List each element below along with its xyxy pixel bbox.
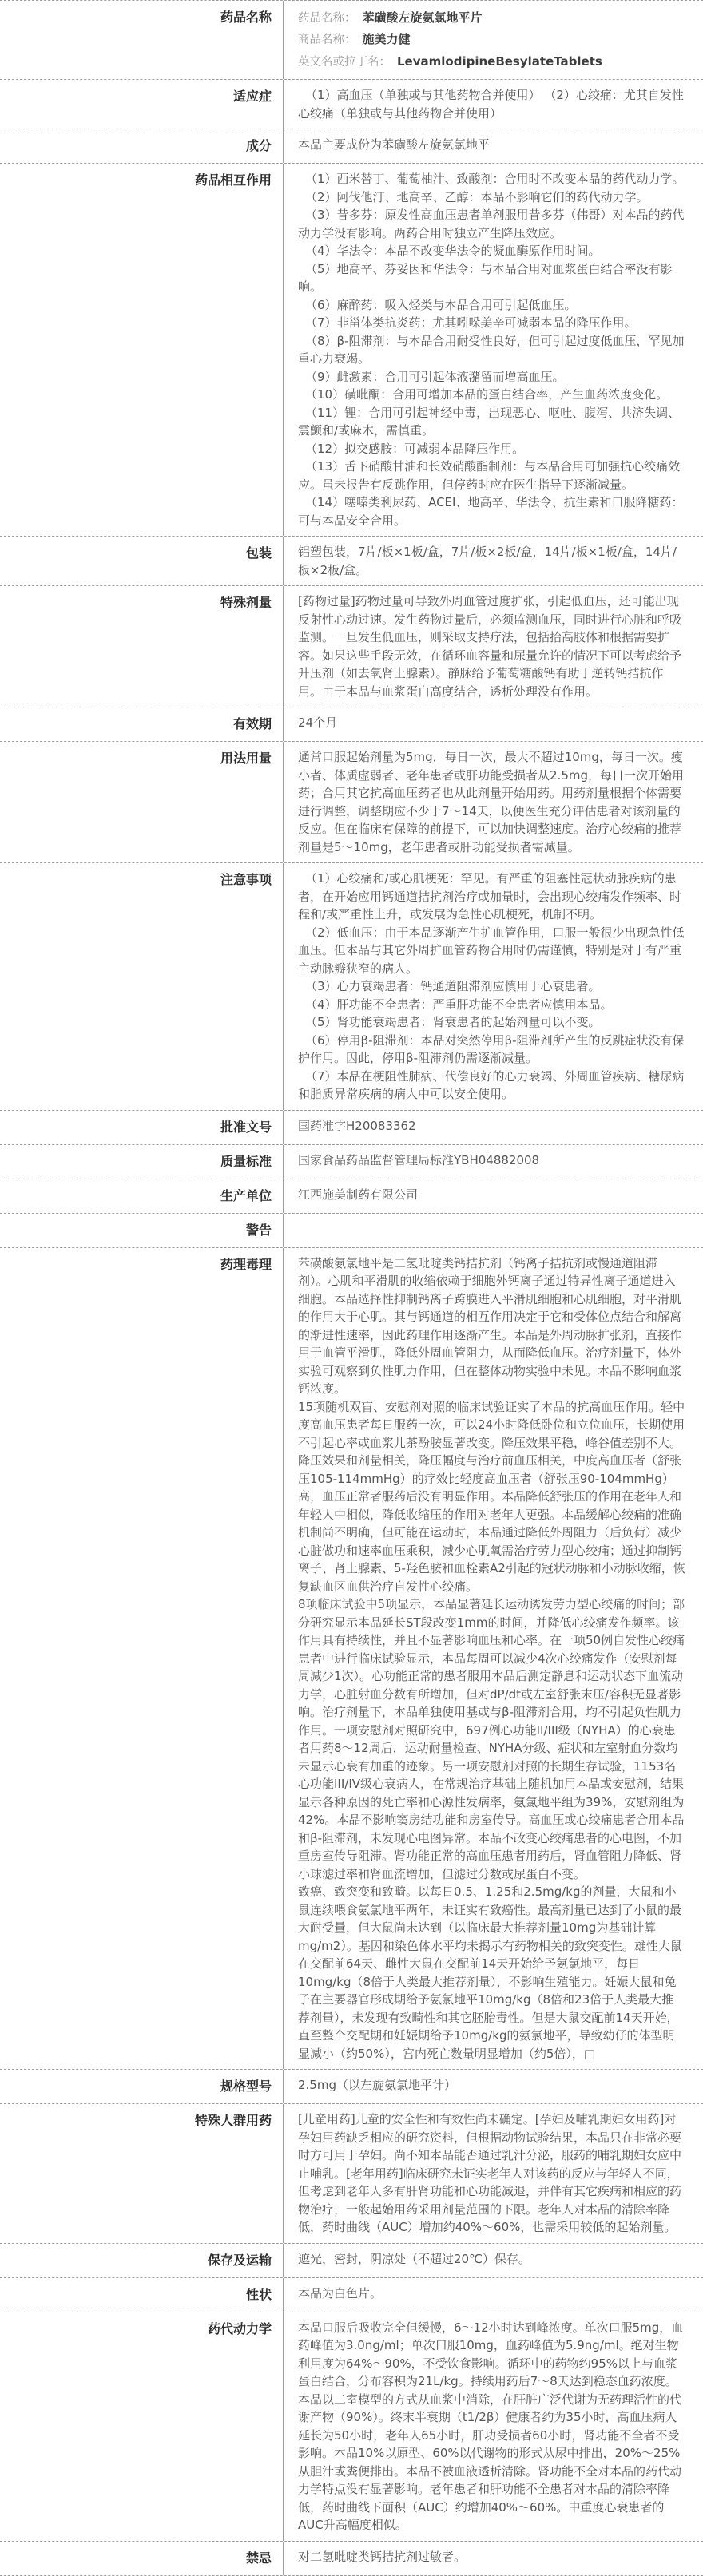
- row-label: 特殊剂量: [0, 586, 284, 707]
- row-content: [284, 1248, 703, 2070]
- table-row: [0, 1179, 703, 1214]
- row-content: [284, 742, 703, 862]
- paragraph: （9）雌激素：合用可引起体液潴留而增高血压。: [305, 369, 565, 384]
- row-label: 成分: [0, 129, 284, 163]
- paragraph: （7）本品在梗阻性肺病、代偿良好的心力衰竭、外周血管疾病、糖尿病和脂质异常疾病的病人中可以安全使用。: [298, 1068, 685, 1102]
- paragraph: （1）西米替丁、葡萄柚汁、致酸剂：合用时不改变本品的药代动力学。: [305, 172, 685, 187]
- paragraph: （4）华法令：本品不改变华法令的凝血酶原作用时间。: [305, 244, 601, 259]
- table-row: [0, 1, 703, 80]
- row-label: 质量标准: [0, 1145, 284, 1179]
- row-label: 药理毒理: [0, 1248, 284, 2070]
- table-row: [0, 1145, 703, 1179]
- row-label: 规格型号: [0, 2070, 284, 2103]
- paragraph: （5）肾功能衰竭患者：肾衰患者的起始剂量可以不变。: [305, 1015, 601, 1030]
- paragraph: （13）舌下硝酸甘油和长效硝酸酯制剂：与本品合用可加强抗心绞痛效应。虽未报告有反跳作用，但停药时应在医生指导下逐渐减量。: [298, 459, 681, 492]
- table-row: [0, 707, 703, 742]
- paragraph: 24个月: [298, 715, 338, 731]
- field-line: [298, 7, 685, 29]
- row-label: 药品相互作用: [0, 164, 284, 536]
- row-label: 包装: [0, 537, 284, 585]
- field-line: [298, 51, 685, 73]
- paragraph: 8项临床试验中5项显示，本品显著延长运动诱发劳力型心绞痛的时间；部分研究显示本品延长ST段改变1mm的时间，并降低心绞痛发作频率。该作用具有持续性，并且不显著影响血压和心率。在一项50例自发性心绞痛患者中进行临床试验显示，本品每周可以减少4次心绞痛发作（安慰剂每周减少1次）。心功能正常的患者服用本品后测定静息和运动状态下血流动力学，心脏射血分数有所增加，但对dP/dt或左室舒张末压/容积无显著影响。治疗剂量下，本品单独使用基或与β-阻滞剂合用，均不引起负性肌力作用。一项安慰剂对照研究中，697例心功能II/III级（NYHA）的心衰患者用药8～12周后，运动耐量检查、NYHA分级、症状和左室射血分数均未显示心衰有加重的迹象。另一项安慰剂对照的长期生存试验，1153名心功能III/IV级心衰病人，在常规治疗基础上随机加用本品或安慰剂，结果显示各种原因的死亡率和心源性发病率，氨氯地平组为39%，安慰剂组为42%。本品不影响窦房结功能和房室传导。高血压或心绞痛患者合用本品和β-阻滞剂，未发现心电图异常。本品不改变心绞痛患者的心电图，不加重房室传导阻滞。肾功能正常的高血压患者用药后，肾血管阻力降低、肾小球滤过率和肾血流增加，但滤过分数或尿蛋白不变。: [298, 1597, 685, 1881]
- row-content: [284, 1145, 703, 1179]
- row-content: [284, 1111, 703, 1144]
- field-value: LevamlodipineBesylateTablets: [397, 54, 602, 69]
- table-row: [0, 2244, 703, 2278]
- row-content: [284, 707, 703, 741]
- table-row: [0, 1111, 703, 1145]
- table-row: [0, 164, 703, 537]
- field-line: [298, 29, 685, 50]
- row-label: 禁忌: [0, 2542, 284, 2575]
- row-label: 有效期: [0, 707, 284, 741]
- paragraph: （6）停用β-阻滞剂：本品对突然停用β-阻滞剂所产生的反跳症状没有保护作用。因此，停用β-阻滞剂仍需逐渐减量。: [298, 1032, 685, 1066]
- paragraph: [儿童用药]儿童的安全性和有效性尚未确定。[孕妇及哺乳期妇女用药]对孕妇用药缺乏相应的研究资料，但根据动物试验结果，本品只在非常必要时方可用于孕妇。尚不知本品能否通过乳汁分泌，服药的哺乳期妇女应中止哺乳。[老年用药]临床研究未证实老年人对该药的反应与年轻人不同，但考虑到老年人多有肝肾功能和心功能减退，并伴有其它疾病和相应的药物治疗，一般起始用药采用剂量范围的下限。老年人对本品的清除率降低，药时曲线（AUC）增加约40%～60%，也需采用较低的起始剂量。: [298, 2112, 682, 2235]
- paragraph: 本品为白色片。: [298, 2285, 383, 2301]
- row-content: [284, 2542, 703, 2575]
- table-row: [0, 742, 703, 863]
- field-value: 苯磺酸左旋氨氯地平片: [362, 10, 483, 25]
- row-content: [284, 2312, 703, 2541]
- paragraph: （14）噻嗪类利尿药、ACEI、地高辛、华法令、抗生素和口服降糖药：可与本品安全合用。: [298, 495, 684, 528]
- field-key: 商品名称：: [298, 34, 356, 47]
- row-label: 适应症: [0, 80, 284, 129]
- paragraph: （8）β-阻滞剂：与本品合用耐受性良好，但可引起过度低血压，罕见加重心力衰竭。: [298, 333, 685, 367]
- row-content: [284, 863, 703, 1110]
- row-content: [284, 1, 703, 79]
- paragraph: 遮光，密封，阴凉处（不超过20℃）保存。: [298, 2251, 530, 2266]
- paragraph: （3）昔多芬：原发性高血压患者单剂服用昔多芬（伟哥）对本品的药代动力学没有影响。两药合用时独立产生降压效应。: [298, 208, 685, 240]
- paragraph: （1）心绞痛和/或心肌梗死：罕见。有严重的阻塞性冠状动脉疾病的患者，在开始应用钙通道拮抗剂治疗或加量时，会出现心绞痛发作频率、时程和/或严重性上升，或发展为急性心肌梗死，机制不明。: [298, 871, 682, 922]
- paragraph: （2）阿伐他汀、地高辛、乙醇：本品不影响它们的药代动力学。: [305, 189, 649, 204]
- paragraph: （5）地高辛、芬妥因和华法令：与本品合用对血浆蛋白结合率没有影响。: [298, 261, 673, 295]
- paragraph: 致癌、致突变和致畸。以每日0.5、1.25和2.5mg/kg的剂量，大鼠和小鼠连续喂食氨氯地平两年，未证实有致癌性。最高剂量已达到了小鼠的最大耐受量，但大鼠尚未达到（以临床最大推荐剂量10mg为基础计算mg/m2）。基因和染色体水平均未揭示有药物相关的致突变性。雄性大鼠在交配前64天、雌性大鼠在交配前14天开始给予氨氯地平，每日10mg/kg（8倍于人类最大推荐剂量），不影响生殖能力。妊娠大鼠和兔子在主要器官形成期给予氨氯地平10mg/kg（8倍和23倍于人类最大推荐剂量），未发现有致畸性和其它胚胎毒性。但是大鼠交配前14天开始，直至整个交配期和妊娠期给予10mg/kg的氨氯地平，导致幼仔的体型明显减小（约50%），宫内死亡数量明显增加（约5倍），□: [298, 1884, 682, 2061]
- paragraph: （7）非甾体类抗炎药：尤其吲哚美辛可减弱本品的降压作用。: [305, 315, 637, 331]
- paragraph: 本品主要成份为苯磺酸左旋氨氯地平: [298, 137, 491, 153]
- paragraph: 2.5mg（以左旋氨氯地平计）: [298, 2078, 456, 2093]
- row-label: 特殊人群用药: [0, 2104, 284, 2243]
- table-row: [0, 2070, 703, 2104]
- table-row: [0, 80, 703, 129]
- table-row: [0, 2104, 703, 2244]
- row-label: 药品名称: [0, 1, 284, 79]
- row-label: 生产单位: [0, 1179, 284, 1213]
- table-row: [0, 129, 703, 164]
- row-content: [284, 129, 703, 163]
- paragraph: （3）心力衰竭患者：钙通道阻滞剂应慎用于心衰患者。: [305, 979, 601, 994]
- paragraph: 15项随机双盲、安慰剂对照的临床试验证实了本品的抗高血压作用。轻中度高血压患者每日服药一次，可以24小时降低卧位和立位血压，长期使用不引起心率或血浆儿茶酚胺显著改变。降压效果平稳，峰谷值差别不大。降压效果和剂量相关，降压幅度与治疗前血压相关，中度高血压者（舒张压105-114mmHg）的疗效比轻度高血压者（舒张压90-104mmHg）高，血压正常者服药后没有明显作用。本品降低舒张压的作用在老年人和年轻人中相似，降低收缩压的作用对老年人更强。本品缓解心绞痛的准确机制尚不明确，但可能在运动时，本品通过降低外周阻力（后负荷）减少心脏做功和速率血压乘积，减少心肌氧需治疗劳力型心绞痛；通过抑制钙离子、肾上腺素、5-羟色胺和血栓素A2引起的冠状动脉和小动脉收缩，恢复缺血区血供治疗自发性心绞痛。: [298, 1399, 685, 1594]
- row-label: 用法用量: [0, 742, 284, 862]
- row-label: 药代动力学: [0, 2312, 284, 2541]
- paragraph: （6）麻醉药：吸入烃类与本品合用可引起低血压。: [305, 297, 577, 312]
- paragraph: 对二氢吡啶类钙拮抗剂过敏者。: [298, 2549, 467, 2564]
- table-row: [0, 1214, 703, 1248]
- paragraph: 铝塑包装，7片/板×1板/盒，7片/板×2板/盒，14片/板×1板/盒，14片/板×2板/盒。: [298, 545, 677, 577]
- row-content: [284, 1214, 703, 1247]
- paragraph: 本品口服后吸收完全但缓慢，6～12小时达到峰浓度。单次口服5mg，血药峰值为3.0ng/ml；单次口服10mg，血药峰值为5.9ng/ml。绝对生物利用度为64%～90%，不受饮食影响。循环中的药物约95%以上与血浆蛋白结合，分布容积为21L/kg。持续用药后7～8天达到稳态血药浓度。本品以二室模型的方式从血浆中消除，在肝脏广泛代谢为无药理活性的代谢产物（90%）。终末半衰期（t1/2β）健康者约为35小时，高血压病人延长为50小时，老年人65小时，肝功受损者60小时，肾功能不全者不受影响。本品10%以原型、60%以代谢物的形式从尿中排出，20%～25%从胆汁或粪便排出。本品不被血液透析清除。肾功能不全对本品的药代动力学特点没有显著影响。老年患者和肝功能不全患者对本品的清除率降低，药时曲线下面积（AUC）约增加40%～60%。中重度心衰患者的AUC升高幅度相似。: [298, 2320, 684, 2533]
- table-row: [0, 2278, 703, 2312]
- paragraph: （12）拟交感胺：可减弱本品降压作用。: [305, 441, 525, 456]
- paragraph: [药物过量]药物过量可导致外周血管过度扩张，引起低血压，还可能出现反射性心动过速。发生药物过量后，必须监测血压，同时进行心脏和呼吸监测。一旦发生低血压，则采取支持疗法，包括抬高肢体和根据需要扩容。如果这些手段无效，在循环血容量和尿量允许的情况下可以考虑给予升压剂（如去氧肾上腺素）。静脉给予葡萄糖酸钙有助于逆转钙拮抗作用。由于本品与血浆蛋白高度结合，透析处理没有作用。: [298, 594, 682, 699]
- row-content: [284, 80, 703, 129]
- paragraph: （4）肝功能不全患者：严重肝功能不全患者应慎用本品。: [305, 997, 613, 1012]
- paragraph: （10）磺吡酮：合用可增加本品的蛋白结合率，产生血药浓度变化。: [305, 387, 669, 402]
- row-label: 保存及运输: [0, 2244, 284, 2277]
- row-label: 警告: [0, 1214, 284, 1247]
- paragraph: （11）锂：合用可引起神经中毒，出现恶心、呕吐、腹泻、共济失调、震颤和/或麻木，需慎重。: [298, 405, 681, 438]
- paragraph: 苯磺酸氨氯地平是二氢吡啶类钙拮抗剂（钙离子拮抗剂或慢通道阻滞剂）。心肌和平滑肌的收缩依赖于细胞外钙离子通过特异性离子通道进入细胞。本品选择性抑制钙离子跨膜进入平滑肌细胞和心肌细胞，对平滑肌的作用大于心肌。其与钙通道的相互作用决定于它和受体位点结合和解离的渐进性速率，因此药理作用逐渐产生。本品是外周动脉扩张剂，直接作用于血管平滑肌，降低外周血管阻力，从而降低血压。治疗剂量下，体外实验可观察到负性肌力作用，但在整体动物实验中未见。本品不影响血浆钙浓度。: [298, 1255, 682, 1397]
- row-content: [284, 164, 703, 536]
- field-key: 药品名称：: [298, 12, 356, 25]
- table-row: [0, 537, 703, 586]
- table-row: [0, 586, 703, 707]
- paragraph: （1）高血压（单独或与其他药物合并使用） （2）心绞痛：尤其自发性心绞痛（单独或与其他药物合并使用）: [298, 88, 684, 121]
- row-content: [284, 537, 703, 585]
- row-label: 批准文号: [0, 1111, 284, 1144]
- paragraph: 江西施美制药有限公司: [298, 1187, 419, 1202]
- row-label: 性状: [0, 2278, 284, 2312]
- paragraph: 国家食品药品监督管理局标准YBH04882008: [298, 1152, 540, 1167]
- table-row: [0, 2542, 703, 2576]
- row-content: [284, 2278, 703, 2312]
- row-label: 注意事项: [0, 863, 284, 1110]
- row-content: [284, 586, 703, 707]
- paragraph: 通常口服起始剂量为5mg，每日一次，最大不超过10mg，每日一次。瘦小者、体质虚弱者、老年患者或肝功能受损者从2.5mg，每日一次开始用药；合用其它抗高血压药者也从此剂量开始用药。用药剂量根据个体需要进行调整，调整期应不少于7～14天，以便医生充分评估患者对该剂量的反应。但在临床有保障的前提下，可以加快调整速度。治疗心绞痛的推荐剂量是5～10mg，老年患者或肝功能受损者需减量。: [298, 750, 684, 854]
- paragraph: 国药准字H20083362: [298, 1118, 416, 1133]
- table-row: [0, 1248, 703, 2071]
- table-row: [0, 863, 703, 1111]
- field-key: 英文名或拉丁名：: [298, 55, 391, 69]
- row-content: [284, 2104, 703, 2243]
- row-content: [284, 2070, 703, 2103]
- row-content: [284, 1179, 703, 1213]
- row-content: [284, 2244, 703, 2277]
- field-value: 施美力健: [362, 32, 411, 47]
- paragraph: （2）低血压：由于本品逐渐产生扩血管作用，口服一般很少出现急性低血压。但本品与其它外周扩血管药物合用时仍需谨慎，特别是对于有严重主动脉瓣狭窄的病人。: [298, 925, 685, 976]
- table-row: [0, 2312, 703, 2542]
